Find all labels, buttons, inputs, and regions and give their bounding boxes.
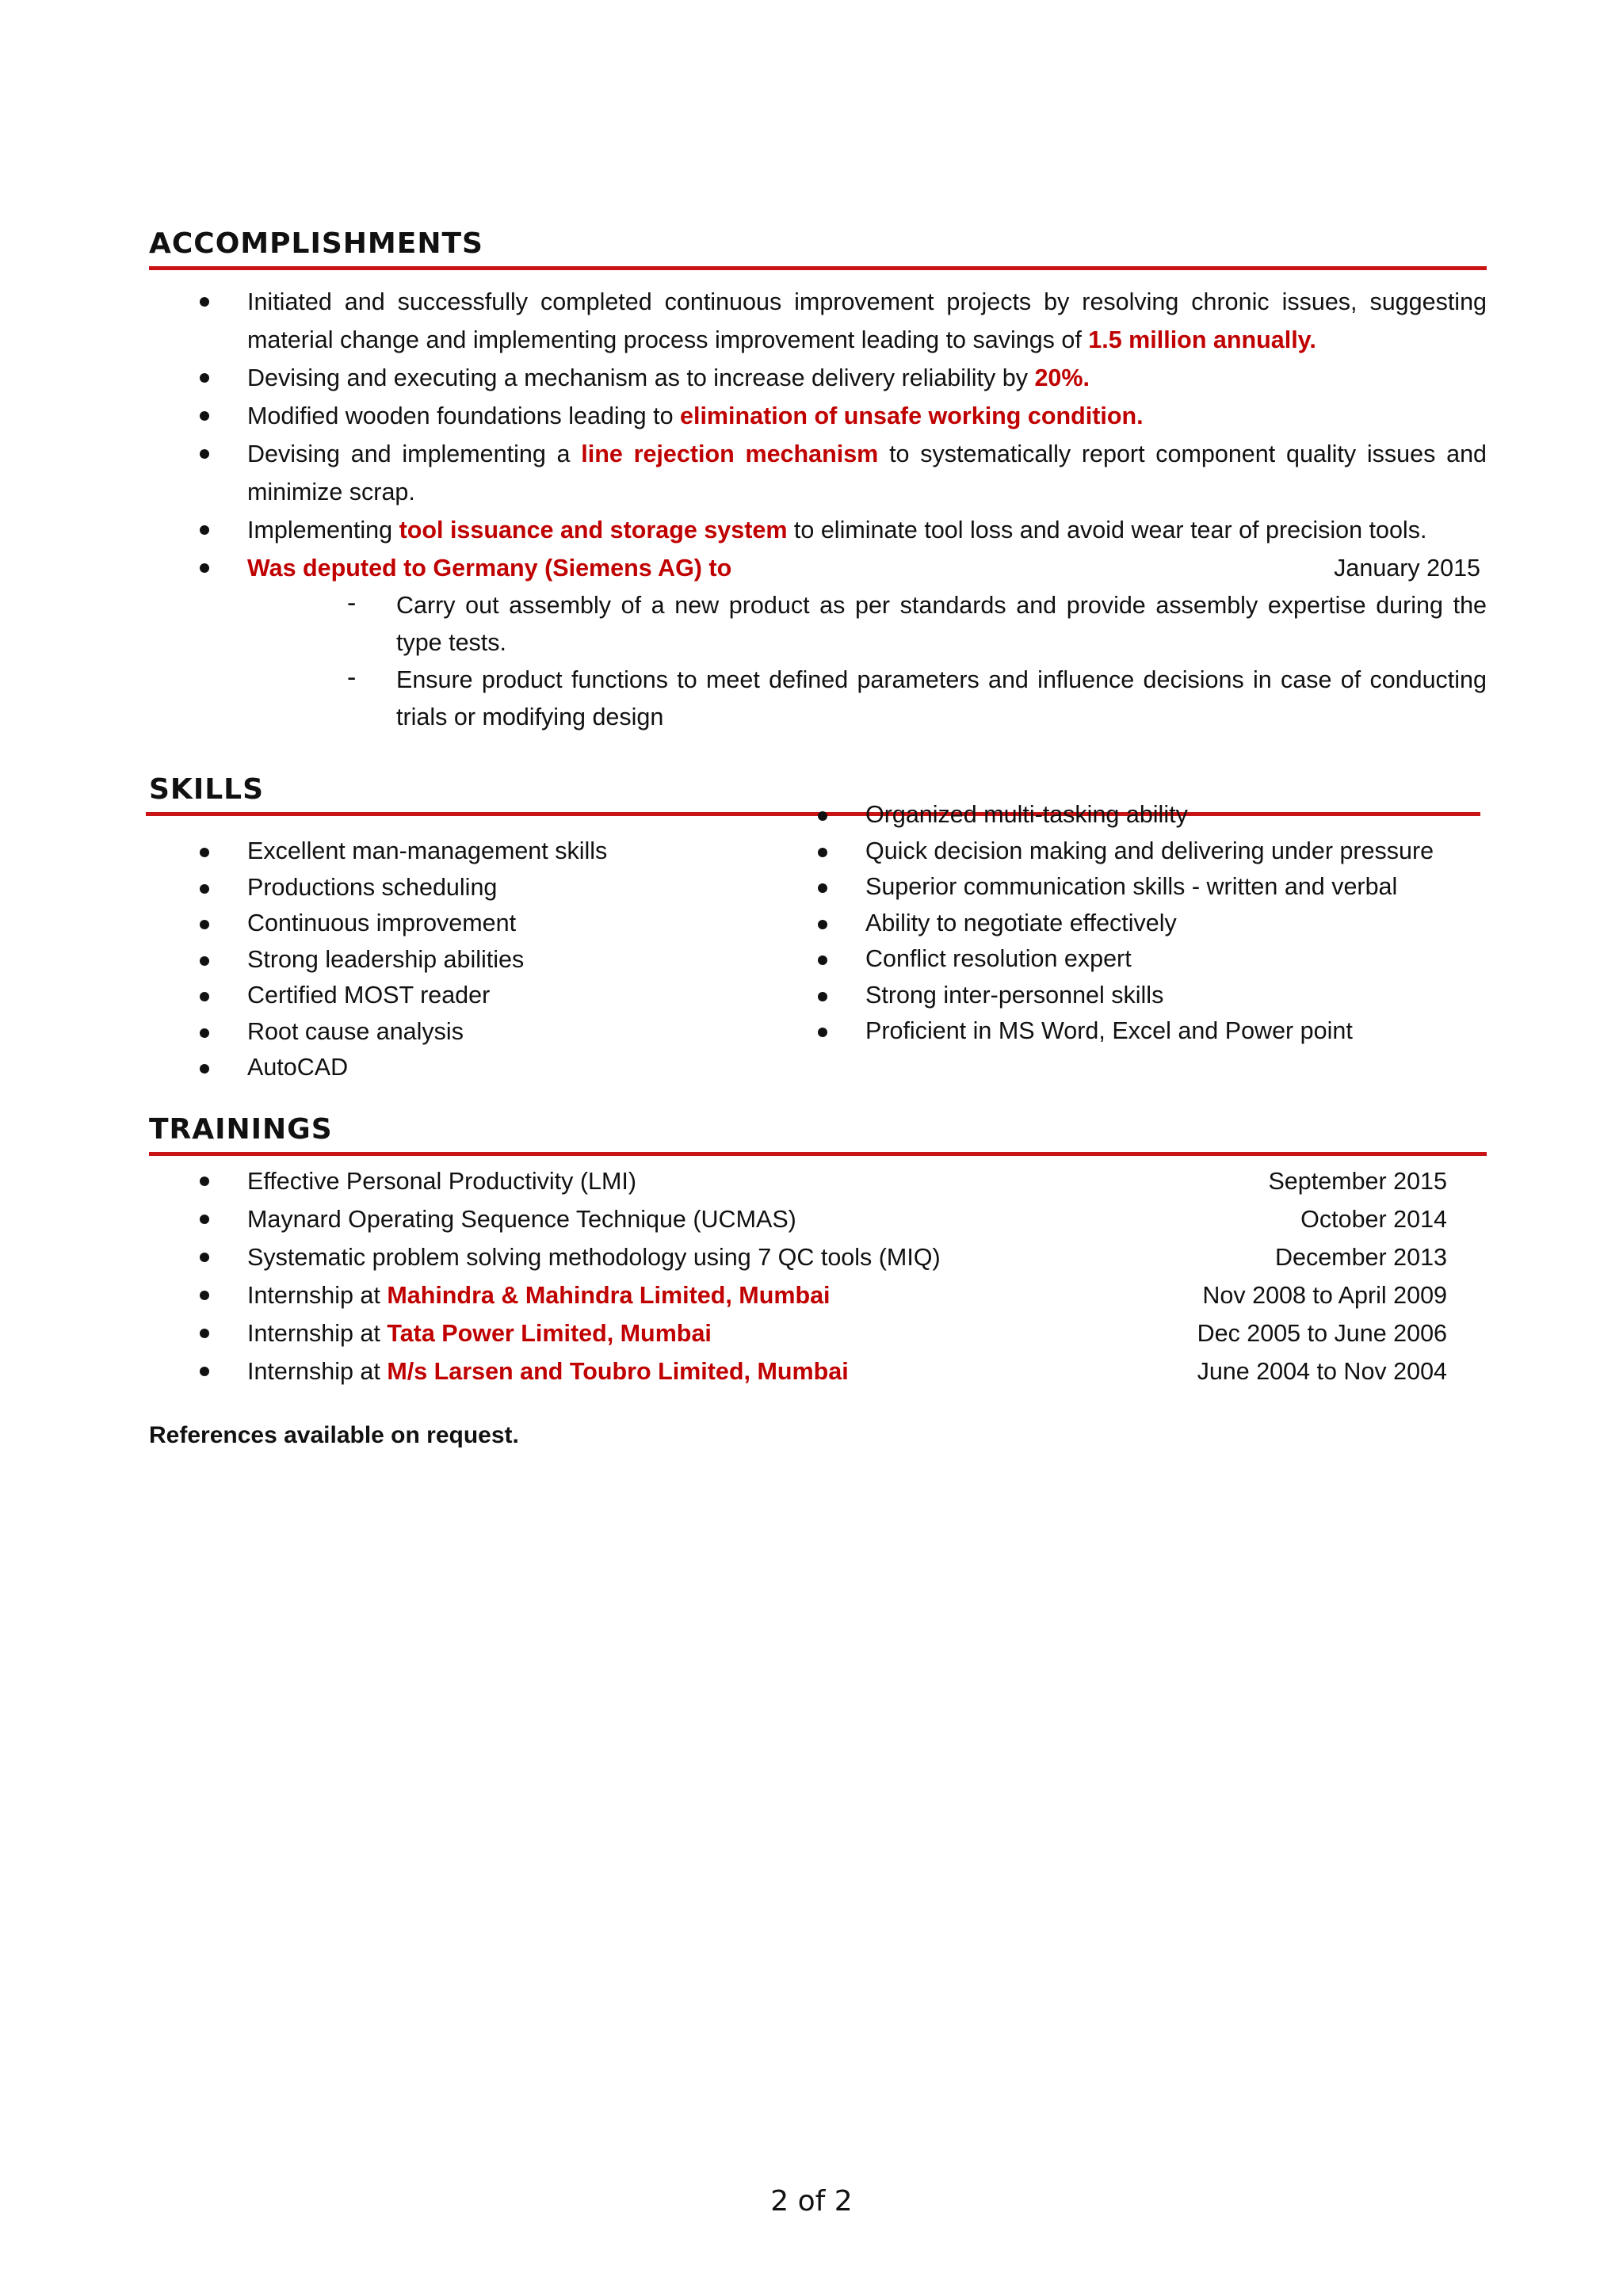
dash-icon: - [347, 662, 357, 692]
skill-text: Strong leadership abilities [247, 945, 525, 973]
list-item [149, 397, 1487, 435]
bullet-icon [200, 920, 209, 929]
accomplishments-heading: ACCOMPLISHMENTS [149, 227, 483, 260]
sub-item [149, 662, 1487, 736]
bullet-icon [200, 1028, 209, 1038]
skill-text: Root cause analysis [247, 1017, 464, 1045]
deputation-date: January 2015 [1334, 555, 1480, 582]
list-item [149, 1314, 1487, 1352]
skill-text: Strong inter-personnel skills [865, 981, 1164, 1009]
list-item [149, 906, 799, 942]
deputation-row [247, 549, 1487, 587]
item-highlight: line rejection mechanism [581, 441, 879, 467]
training-date: October 2014 [1300, 1206, 1447, 1233]
bullet-icon [200, 956, 209, 966]
item-text: Devising and executing a mechanism as to increase delivery reliability by [247, 364, 1035, 391]
training-date: Nov 2008 to April 2009 [1202, 1282, 1447, 1309]
list-item [149, 942, 799, 978]
skills-right-list [767, 797, 1480, 1050]
list-item-deputation [149, 549, 1487, 587]
section-rule [149, 266, 1487, 270]
skill-text: Ability to negotiate effectively [865, 909, 1177, 936]
deputation-label: Was deputed to Germany (Siemens AG) to [247, 555, 732, 582]
bullet-icon [818, 992, 827, 1001]
item-highlight: tool issuance and storage system [399, 517, 788, 543]
dash-icon: - [347, 588, 357, 618]
bullet-icon [200, 884, 209, 894]
list-item [767, 941, 1480, 978]
sub-item [149, 587, 1487, 662]
list-item [149, 1162, 1487, 1200]
bullet-icon [818, 811, 827, 821]
resume-content [149, 227, 1487, 1449]
bullet-icon [200, 563, 209, 573]
bullet-icon [200, 297, 209, 307]
item-highlight: 1.5 million annually. [1088, 326, 1316, 353]
list-item [767, 978, 1480, 1014]
list-item [149, 1276, 1487, 1314]
skill-text: Productions scheduling [247, 873, 498, 901]
bullet-icon [200, 373, 209, 383]
bullet-icon [200, 411, 209, 421]
training-text: Maynard Operating Sequence Technique (UCMAS) [247, 1206, 796, 1233]
list-item [767, 833, 1480, 870]
bullet-icon [200, 1367, 209, 1376]
bullet-icon [200, 1215, 209, 1224]
bullet-icon [818, 848, 827, 857]
training-text: Internship at [247, 1320, 388, 1347]
list-item [149, 870, 799, 906]
training-date: September 2015 [1268, 1168, 1447, 1195]
list-item [149, 1352, 1487, 1390]
list-item [767, 797, 1480, 833]
skills-heading: SKILLS [149, 773, 265, 806]
item-highlight: 20%. [1034, 364, 1090, 391]
skill-text: Certified MOST reader [247, 982, 491, 1009]
list-item [767, 906, 1480, 942]
list-item [149, 283, 1487, 359]
trainings-section [149, 1113, 1487, 1390]
skills-left-list [149, 833, 799, 1086]
references-note: References available on request. [149, 1422, 519, 1448]
list-item [149, 1014, 799, 1051]
training-text: Internship at [247, 1358, 388, 1385]
sub-item-text: Ensure product functions to meet defined parameters and influence decisions in case of conducting trials or modifying design [396, 666, 1487, 730]
skill-text: Proficient in MS Word, Excel and Power point [865, 1017, 1353, 1044]
bullet-icon [200, 992, 209, 1001]
accomplishments-section [149, 227, 1487, 736]
item-text: to systematically report component quality issues and minimize scrap. [247, 441, 1487, 505]
skill-text: AutoCAD [247, 1054, 349, 1081]
bullet-icon [200, 1064, 209, 1074]
bullet-icon [818, 1028, 827, 1037]
training-highlight: Mahindra & Mahindra Limited, Mumbai [387, 1282, 831, 1309]
accomplishments-list [149, 283, 1487, 587]
list-item [149, 511, 1487, 549]
bullet-icon [818, 955, 827, 965]
list-item [149, 1200, 1487, 1238]
bullet-icon [200, 1177, 209, 1186]
skills-columns [149, 801, 1487, 1081]
training-date: December 2013 [1274, 1244, 1447, 1271]
training-text: Effective Personal Productivity (LMI) [247, 1168, 637, 1195]
training-date: June 2004 to Nov 2004 [1197, 1358, 1447, 1385]
bullet-icon [200, 449, 209, 459]
skill-text: Superior communication skills - written and verbal [865, 873, 1398, 900]
list-item [149, 435, 1487, 511]
item-text: Implementing [247, 517, 399, 543]
list-item [149, 978, 799, 1014]
list-item [149, 359, 1487, 397]
skill-text: Continuous improvement [247, 910, 517, 936]
bullet-icon [818, 920, 827, 929]
item-text: to eliminate tool loss and avoid wear tear of precision tools. [787, 517, 1427, 543]
sub-item-text: Carry out assembly of a new product as per standards and provide assembly expertise during the type tests. [396, 592, 1487, 656]
bullet-icon [200, 848, 209, 857]
page-number: 2 of 2 [770, 2185, 853, 2218]
deputation-sublist [149, 587, 1487, 736]
list-item [149, 1238, 1487, 1276]
item-text: Initiated and successfully completed continuous improvement projects by resolving chronic issues, suggesting material change and implementing process improvement leading to savings of [247, 288, 1487, 353]
bullet-icon [818, 883, 827, 893]
list-item [149, 833, 799, 870]
list-item [149, 1050, 799, 1086]
bullet-icon [200, 1291, 209, 1300]
item-text: Modified wooden foundations leading to [247, 402, 681, 429]
list-item [767, 869, 1480, 906]
item-highlight: elimination of unsafe working condition. [680, 402, 1144, 429]
bullet-icon [200, 1329, 209, 1338]
training-text: Systematic problem solving methodology using 7 QC tools (MIQ) [247, 1244, 941, 1271]
training-date: Dec 2005 to June 2006 [1197, 1320, 1447, 1347]
trainings-list [149, 1162, 1487, 1390]
section-rule [149, 1152, 1487, 1156]
item-text: Devising and implementing a [247, 441, 582, 467]
skill-text: Excellent man-management skills [247, 837, 608, 864]
skills-section [149, 773, 1487, 1081]
bullet-icon [200, 525, 209, 535]
trainings-heading: TRAININGS [149, 1113, 333, 1146]
training-text: Internship at [247, 1282, 388, 1309]
bullet-icon [200, 1253, 209, 1262]
list-item [767, 1013, 1480, 1050]
skill-text: Quick decision making and delivering under pressure [865, 837, 1434, 864]
training-highlight: M/s Larsen and Toubro Limited, Mumbai [387, 1358, 849, 1385]
skill-text: Organized multi-tasking ability [865, 801, 1188, 828]
training-highlight: Tata Power Limited, Mumbai [387, 1320, 712, 1347]
skill-text: Conflict resolution expert [865, 945, 1132, 972]
